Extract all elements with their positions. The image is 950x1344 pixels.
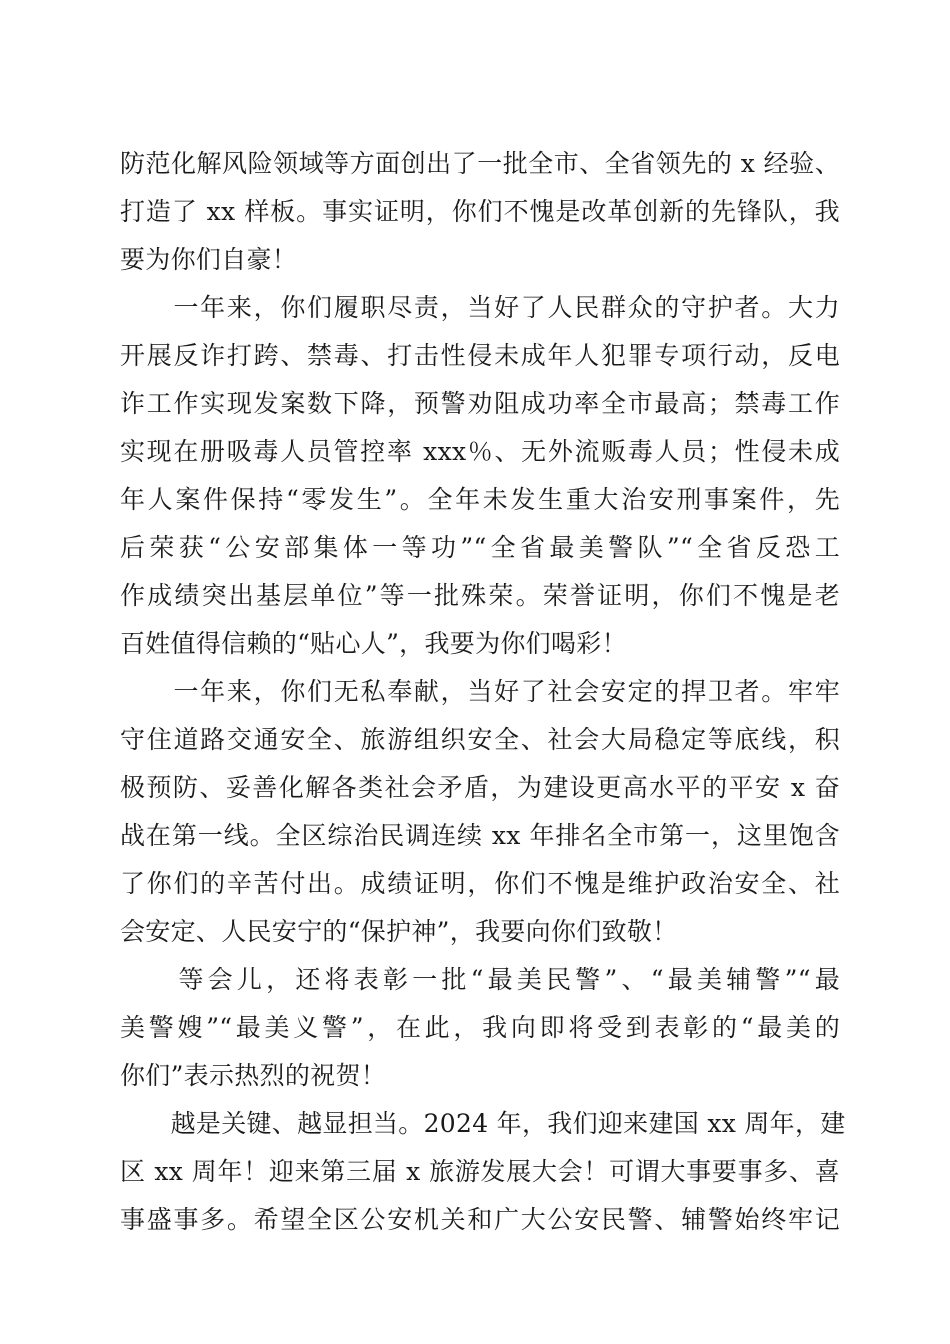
- text-line: 极预防、妥善化解各类社会矛盾，为建设更高水平的平安 x 奋: [120, 773, 840, 802]
- text-line: 区 xx 周年！迎来第三届 x 旅游发展大会！可谓大事要事多、喜: [120, 1157, 840, 1186]
- text-line: 防范化解风险领域等方面创出了一批全市、全省领先的 x 经验、: [120, 149, 840, 178]
- text-line: 作成绩突出基层单位”等一批殊荣。荣誉证明，你们不愧是老: [120, 581, 840, 610]
- text-line: 打造了 xx 样板。事实证明，你们不愧是改革创新的先锋队，我: [120, 197, 840, 226]
- document-body: [120, 140, 846, 1244]
- text-line: 会安定、人民安宁的“保护神”，我要向你们致敬！: [120, 917, 678, 946]
- text-line: 守住道路交通安全、旅游组织安全、社会大局稳定等底线，积: [120, 725, 840, 754]
- text-line: 等会儿，还将表彰一批“最美民警”、“最美辅警”“最: [120, 965, 840, 994]
- text-line: 了你们的辛苦付出。成绩证明，你们不愧是维护政治安全、社: [120, 869, 840, 898]
- text-line: 年人案件保持“零发生”。全年未发生重大治安刑事案件，先: [120, 485, 840, 514]
- text-line: 越是关键、越显担当。2024 年，我们迎来建国 xx 周年，建: [120, 1109, 846, 1138]
- text-line: 开展反诈打跨、禁毒、打击性侵未成年人犯罪专项行动，反电: [120, 341, 840, 370]
- text-line: 事盛事多。希望全区公安机关和广大公安民警、辅警始终牢记: [120, 1205, 840, 1234]
- text-line: 一年来，你们无私奉献，当好了社会安定的捍卫者。牢牢: [120, 677, 840, 706]
- text-line: 战在第一线。全区综治民调连续 xx 年排名全市第一，这里饱含: [120, 821, 840, 850]
- text-line: 你们”表示热烈的祝贺！: [120, 1061, 387, 1090]
- text-line: 要为你们自豪！: [120, 245, 298, 274]
- text-line: 一年来，你们履职尽责，当好了人民群众的守护者。大力: [120, 293, 840, 322]
- text-line: 美警嫂”“最美义警”，在此，我向即将受到表彰的“最美的: [120, 1013, 840, 1042]
- text-line: 后荣获“公安部集体一等功”“全省最美警队”“全省反恐工: [120, 533, 840, 562]
- text-line: 实现在册吸毒人员管控率 xxx％、无外流贩毒人员；性侵未成: [120, 437, 840, 466]
- text-line: 百姓值得信赖的“贴心人”，我要为你们喝彩！: [120, 629, 627, 658]
- text-line: 诈工作实现发案数下降，预警劝阻成功率全市最高；禁毒工作: [120, 389, 840, 418]
